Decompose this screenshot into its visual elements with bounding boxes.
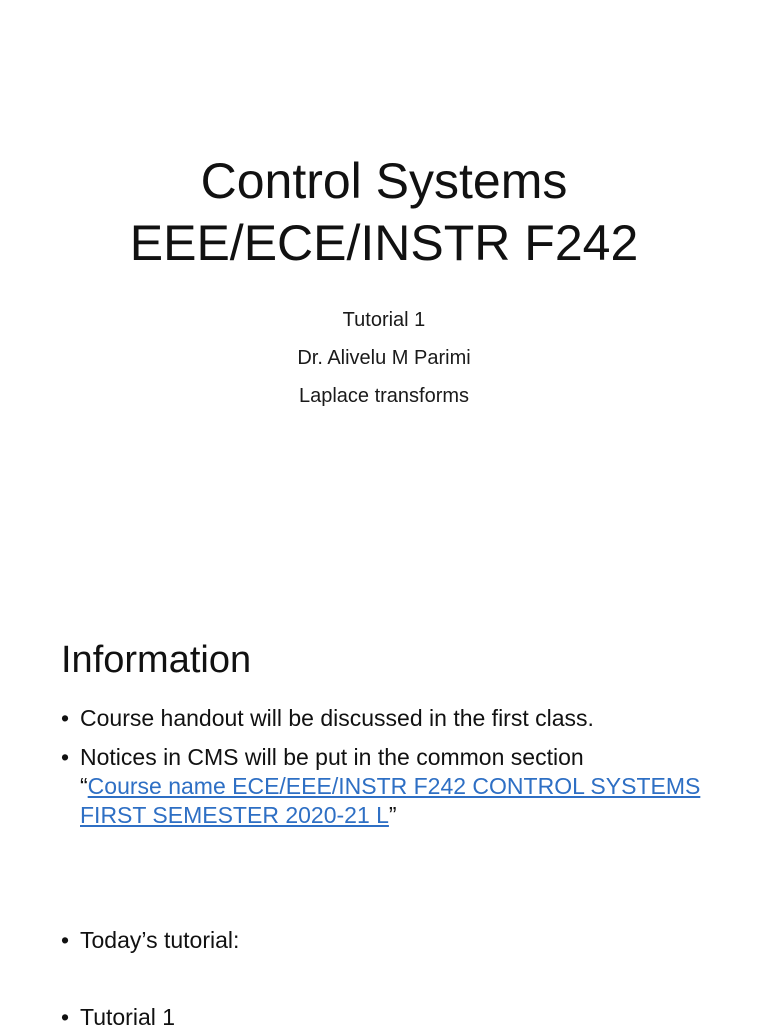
- bullet-text: Notices in CMS will be put in the common section: [80, 744, 584, 770]
- bullet-icon: •: [61, 744, 70, 770]
- information-slide: [0, 600, 768, 1030]
- bullet-item-notices: [61, 743, 721, 830]
- bullet-item-today: [61, 926, 721, 955]
- subtitle-block: [0, 306, 768, 420]
- information-heading: Information: [61, 639, 252, 681]
- subtitle-topic: Laplace transforms: [298, 385, 470, 407]
- bullet-item-tutorial: [61, 1003, 721, 1032]
- bullet-icon: •: [61, 1004, 70, 1030]
- bullet-icon: •: [61, 705, 70, 731]
- bullet-item-handout: [61, 704, 721, 733]
- bullet-text: Course handout will be discussed in the first class.: [80, 705, 594, 731]
- slide-title: [0, 150, 768, 274]
- title-line-2: EEE/ECE/INSTR F242: [129, 215, 639, 271]
- subtitle-tutorial: Tutorial 1: [342, 309, 426, 331]
- course-link[interactable]: Course name ECE/EEE/INSTR F242 CONTROL SYSTEMS FIRST SEMESTER 2020-21 L: [80, 773, 701, 828]
- title-line-1: Control Systems: [200, 153, 568, 209]
- open-quote: “: [80, 773, 88, 799]
- subtitle-author: Dr. Alivelu M Parimi: [297, 347, 471, 369]
- bullet-list: [61, 704, 721, 1032]
- bullet-text: Today’s tutorial:: [80, 927, 240, 953]
- bullet-text: Tutorial 1: [80, 1004, 176, 1030]
- bullet-icon: •: [61, 927, 70, 953]
- close-quote: ”: [388, 802, 397, 828]
